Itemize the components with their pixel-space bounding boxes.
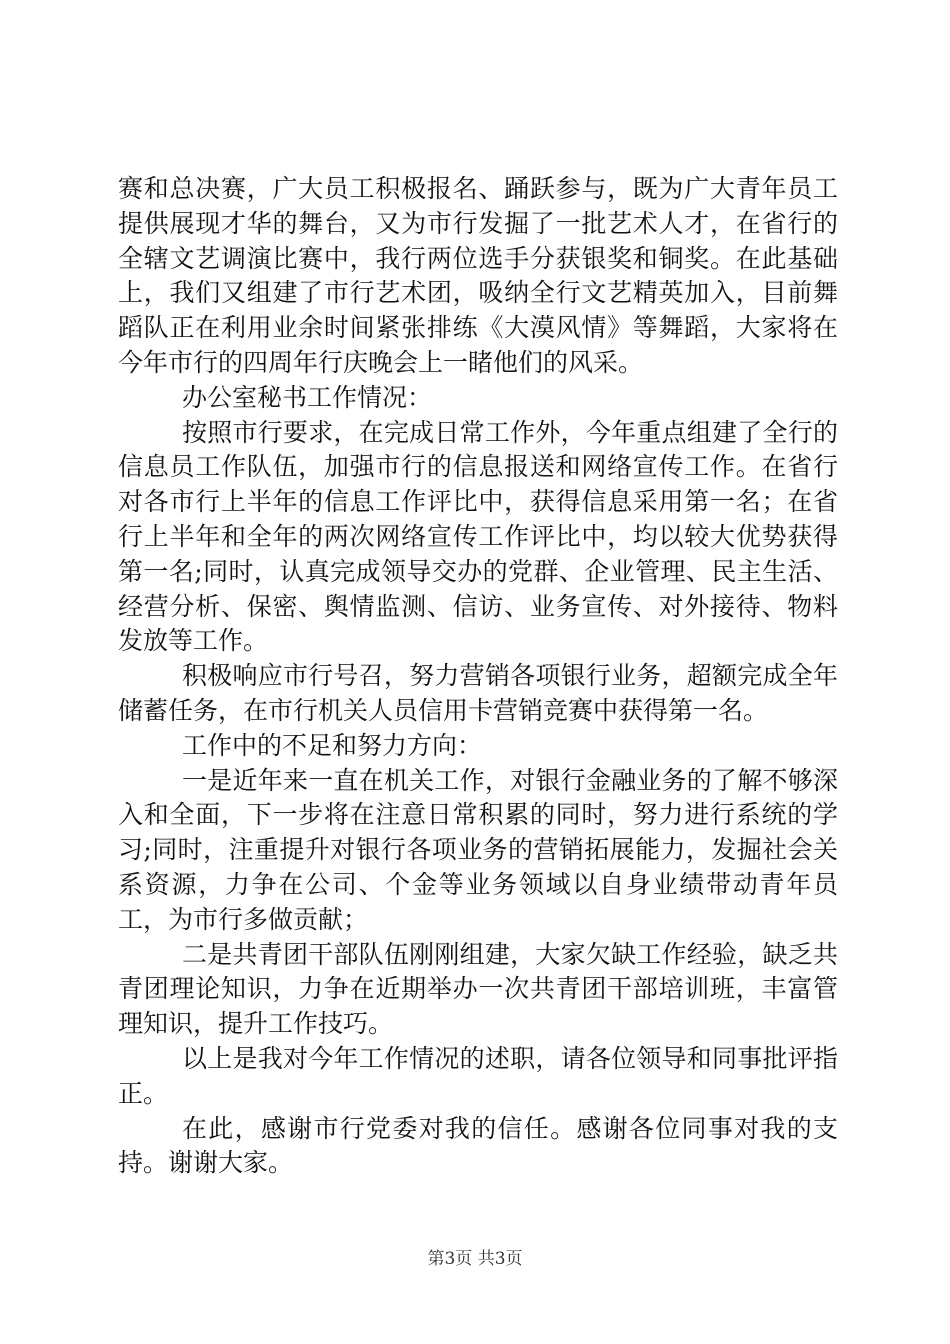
paragraph-office-work: 按照市行要求，在完成日常工作外，今年重点组建了全行的信息员工作队伍，加强市行的信息报送和网络宣传工作。在省行对各市行上半年的信息工作评比中，获得信息采用第一名；在省行上半年和全年的两次网络宣传工作评比中，均以较大优势获得第一名;同时，认真完成领导交办的党群、企业管理、民主生活、经营分析、保密、舆情监测、信访、业务宣传、对外接待、物料发放等工作。 bbox=[118, 417, 838, 656]
page-number-footer: 第3页 共3页 bbox=[427, 1249, 523, 1269]
paragraph-thanks: 在此，感谢市行党委对我的信任。感谢各位同事对我的支持。谢谢大家。 bbox=[118, 1113, 838, 1178]
paragraph-closing: 以上是我对今年工作情况的述职，请各位领导和同事批评指正。 bbox=[118, 1043, 838, 1108]
paragraph-shortcoming-one: 一是近年来一直在机关工作，对银行金融业务的了解不够深入和全面，下一步将在注意日常积累的同时，努力进行系统的学习;同时，注重提升对银行各项业务的营销拓展能力，发掘社会关系资源，力争在公司、个金等业务领域以自身业绩带动青年员工，为市行多做贡献； bbox=[118, 765, 838, 934]
paragraph-continuation: 赛和总决赛，广大员工积极报名、踊跃参与，既为广大青年员工提供展现才华的舞台，又为市行发掘了一批艺术人才，在省行的全辖文艺调演比赛中，我行两位选手分获银奖和铜奖。在此基础上，我们又组建了市行艺术团，吸纳全行文艺精英加入，目前舞蹈队正在利用业余时间紧张排练《大漠风情》等舞蹈，大家将在今年市行的四周年行庆晚会上一睹他们的风采。 bbox=[118, 174, 838, 377]
section-heading-shortcomings: 工作中的不足和努力方向： bbox=[182, 730, 483, 760]
section-heading-office: 办公室秘书工作情况： bbox=[182, 382, 433, 412]
paragraph-shortcoming-two: 二是共青团干部队伍刚刚组建，大家欠缺工作经验，缺乏共青团理论知识，力争在近期举办一次共青团干部培训班，丰富管理知识，提升工作技巧。 bbox=[118, 939, 838, 1039]
document-body bbox=[118, 172, 838, 1181]
paragraph-marketing: 积极响应市行号召，努力营销各项银行业务，超额完成全年储蓄任务，在市行机关人员信用卡营销竞赛中获得第一名。 bbox=[118, 661, 838, 725]
